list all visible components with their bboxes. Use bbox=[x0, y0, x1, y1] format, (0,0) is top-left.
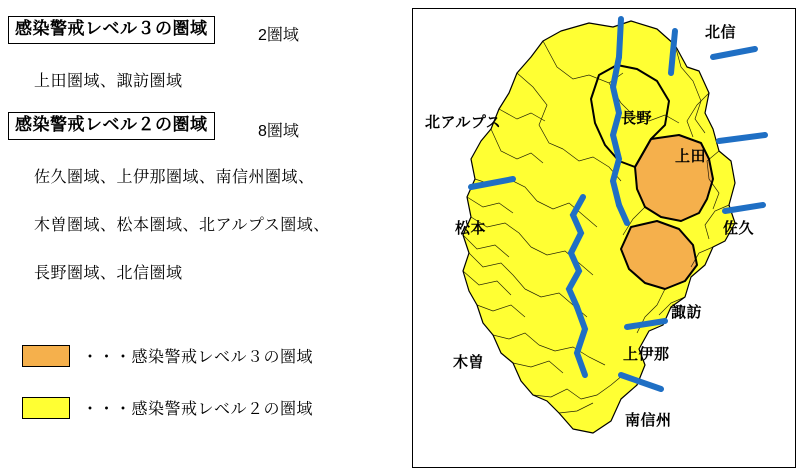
blue-line-saku bbox=[725, 205, 763, 211]
map-label-ueda: 上田 bbox=[675, 148, 707, 165]
legend-item-level2 bbox=[22, 396, 313, 419]
legend-swatch-level3 bbox=[22, 345, 70, 367]
level3-area-line: 上田圏域、諏訪圏域 bbox=[34, 73, 183, 90]
level2-heading: 感染警戒レベル２の圏域 bbox=[8, 112, 215, 140]
legend-swatch-level2 bbox=[22, 397, 70, 419]
map-label-hokushin: 北信 bbox=[705, 24, 737, 41]
map-label-kitaalps: 北アルプス bbox=[425, 114, 502, 131]
map-panel bbox=[412, 8, 796, 468]
level2-area-line: 長野圏域、北信圏域 bbox=[34, 265, 183, 282]
blue-line-north-2 bbox=[671, 31, 675, 73]
level2-count: 8圏域 bbox=[258, 123, 299, 140]
blue-line-north-1 bbox=[619, 19, 621, 57]
blue-line-hokushin bbox=[713, 49, 755, 57]
level2-area-line: 佐久圏域、上伊那圏域、南信州圏域、 bbox=[34, 169, 315, 186]
map-label-matsumoto: 松本 bbox=[455, 220, 487, 237]
map-label-nagano: 長野 bbox=[621, 110, 653, 127]
map-label-kamiina: 上伊那 bbox=[623, 346, 670, 363]
level3-count: 2圏域 bbox=[258, 27, 299, 44]
level3-heading: 感染警戒レベル３の圏域 bbox=[8, 16, 215, 44]
legend-label-level2: ・・・感染警戒レベル２の圏域 bbox=[82, 401, 314, 418]
map-label-suwa: 諏訪 bbox=[671, 304, 703, 321]
map-base-shapes bbox=[463, 21, 735, 433]
nagano-prefecture-map bbox=[413, 9, 795, 467]
prefecture-outline-level2 bbox=[463, 21, 735, 433]
legend-label-level3: ・・・感染警戒レベル３の圏域 bbox=[82, 349, 314, 366]
map-label-minamishinshu: 南信州 bbox=[625, 412, 672, 429]
legend-item-level3 bbox=[22, 344, 313, 367]
map-label-kiso: 木曽 bbox=[453, 354, 485, 371]
blue-line-ueda-east bbox=[719, 135, 765, 141]
level2-area-line: 木曽圏域、松本圏域、北アルプス圏域、 bbox=[34, 217, 330, 234]
blue-line-south-spine bbox=[577, 307, 585, 375]
map-label-saku: 佐久 bbox=[723, 220, 755, 237]
